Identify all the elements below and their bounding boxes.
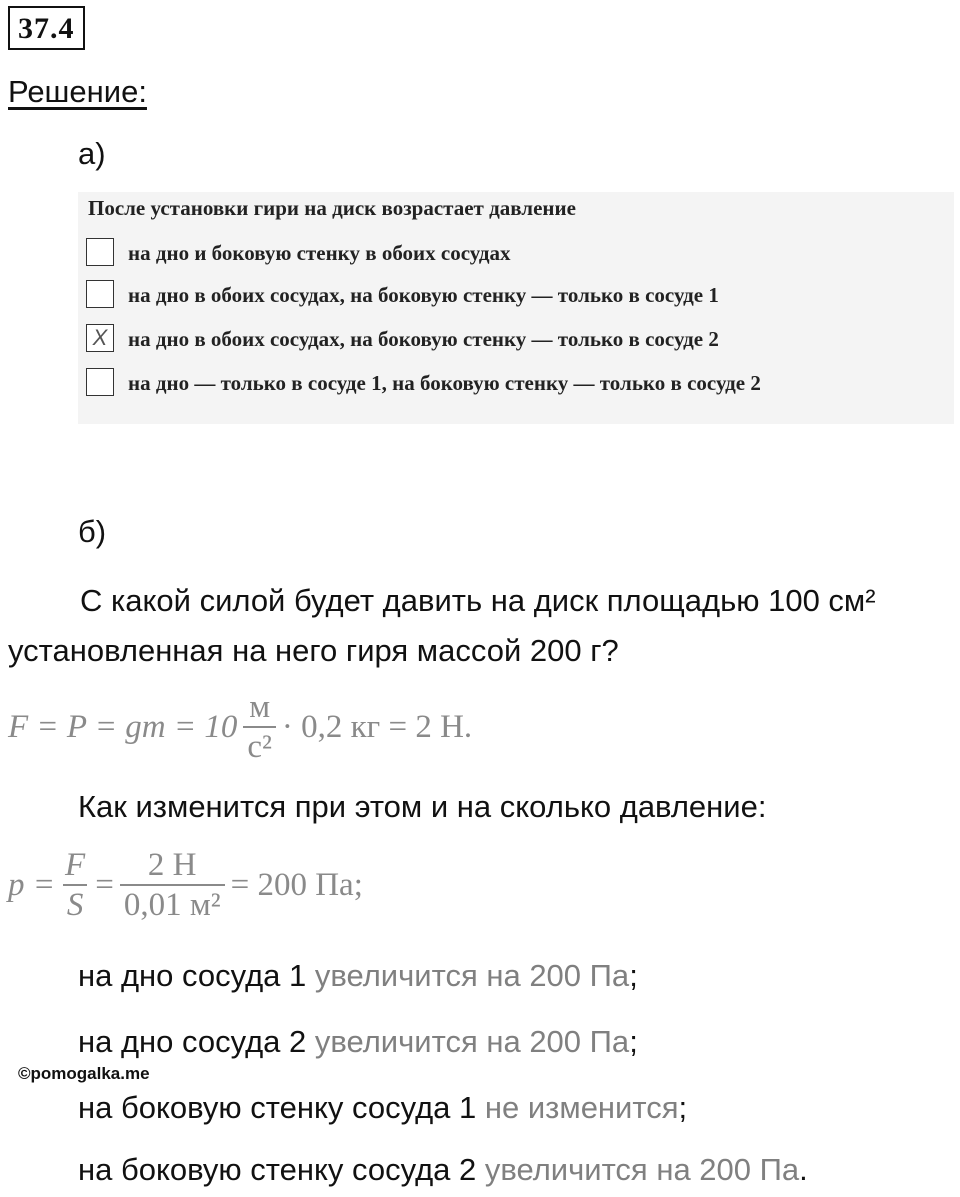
result-4-suffix: . — [799, 1152, 808, 1187]
result-1-prefix: на дно сосуда 1 — [78, 958, 315, 993]
result-2-answer: увеличится на 200 Па — [314, 1024, 630, 1059]
formula-equals: = — [95, 866, 114, 903]
formula-pressure-result: = 200 Па; — [230, 866, 363, 903]
result-4-answer: увеличится на 200 Па — [484, 1152, 800, 1187]
question-pressure: Как изменится при этом и на сколько давление: — [78, 789, 767, 824]
fraction-area: 0,01 м² — [120, 884, 225, 924]
fraction-m-s2 — [243, 688, 276, 766]
formula-force — [8, 688, 472, 766]
checkbox-4 — [86, 368, 114, 396]
fraction-2n: 2 Н — [147, 847, 197, 883]
result-line-2 — [78, 1024, 638, 1060]
watermark: ©pomogalka.me — [18, 1064, 150, 1083]
result-line-1 — [78, 958, 638, 994]
part-a-label: а) — [78, 136, 106, 171]
formula-force-right: · 0,2 кг = 2 Н. — [281, 708, 473, 745]
option-1 — [86, 238, 511, 268]
result-3-prefix: на боковую стенку сосуда 1 — [78, 1090, 485, 1125]
result-2-suffix: ; — [629, 1024, 638, 1059]
task-title: После установки гири на диск возрастает давление — [88, 196, 576, 220]
result-1-answer: увеличится на 200 Па — [314, 958, 630, 993]
option-4 — [86, 368, 936, 398]
option-4-text: на дно — только в сосуде 1, на боковую стенку — только в сосуде 2 — [128, 371, 761, 395]
option-2 — [86, 280, 719, 310]
fraction-f-s — [61, 846, 89, 924]
result-line-4 — [78, 1152, 808, 1188]
option-2-text: на дно в обоих сосудах, на боковую стенку — только в сосуде 1 — [128, 283, 719, 307]
fraction-denominator: с² — [243, 726, 276, 766]
result-line-3 — [78, 1090, 687, 1126]
formula-force-left: F = P = gm = 10 — [8, 708, 238, 745]
result-3-suffix: ; — [678, 1090, 688, 1125]
result-2-prefix: на дно сосуда 2 — [78, 1024, 315, 1059]
part-b-label: б) — [78, 514, 107, 549]
solution-heading: Решение: — [8, 74, 147, 109]
fraction-numerator: м — [249, 689, 271, 725]
checkbox-1 — [86, 238, 114, 266]
question-force: С какой силой будет давить на диск площадью 100 см² установленная на него гиря массой 200 г? — [8, 583, 876, 668]
result-4-prefix: на боковую стенку сосуда 2 — [78, 1152, 485, 1187]
result-3-answer: не изменится — [484, 1090, 679, 1125]
fraction-values — [120, 846, 225, 924]
task-box — [78, 192, 954, 424]
option-3 — [86, 324, 719, 354]
fraction-f: F — [65, 847, 86, 883]
fraction-s: S — [63, 884, 88, 924]
problem-number: 37.4 — [8, 6, 85, 50]
formula-p: p = — [8, 866, 56, 903]
option-3-text: на дно в обоих сосудах, на боковую стенку — только в сосуде 2 — [128, 327, 719, 351]
formula-pressure — [8, 846, 363, 924]
checkbox-2 — [86, 280, 114, 308]
checkbox-3-checked: X — [86, 324, 114, 352]
result-1-suffix: ; — [629, 958, 638, 993]
option-1-text: на дно и боковую стенку в обоих сосудах — [128, 241, 511, 265]
